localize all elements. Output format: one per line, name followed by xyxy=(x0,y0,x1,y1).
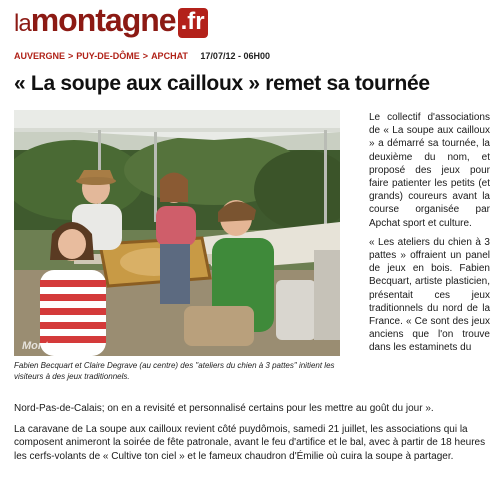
article-body-column xyxy=(369,111,490,361)
article-body-full xyxy=(14,402,492,471)
body-paragraph-2-continuation: Nord-Pas-de-Calais; on en a revisité et personnalisé certains pour les mettre au goût du jour ». xyxy=(14,403,434,414)
body-paragraph-3: La caravane de La soupe aux cailloux revient côté puydômois, samedi 21 juillet, les associations qui la composent animeront la soirée de fête patronale, avant le feu d'artifice et le bal, avec à partir de 18 heures les cerfs-volants de « Cultive ton ciel » et le fameux chaudron d'Émilie où cuira la soupe à partager. xyxy=(14,424,486,462)
publish-date: 17/07/12 - 06H00 xyxy=(200,51,270,61)
breadcrumb-item-department[interactable]: PUY-DE-DÔME xyxy=(76,51,140,61)
site-logo[interactable] xyxy=(14,2,208,38)
article-headline: « La soupe aux cailloux » remet sa tournée xyxy=(14,72,430,95)
breadcrumb xyxy=(14,51,270,61)
breadcrumb-separator: > xyxy=(142,51,149,61)
article-photo xyxy=(14,110,340,356)
photo-caption: Fabien Becquart et Claire Degrave (au centre) des "ateliers du chien à 3 pattes" initient les visiteurs à des jeux traditionnels. xyxy=(14,361,335,381)
body-paragraph-2: « Les ateliers du chien à 3 pattes » offraient un panel de jeux en bois. Fabien Becquart, artiste plasticien, présentait ces jeux traditionnels du nord de la France. « Ce sont des jeux anciens que l'on trouve dans les estaminets du xyxy=(369,236,490,354)
breadcrumb-item-town[interactable]: APCHAT xyxy=(151,51,188,61)
photo-illustration xyxy=(14,110,340,356)
logo-suffix-badge: .fr xyxy=(178,8,208,38)
breadcrumb-separator: > xyxy=(68,51,74,61)
logo-prefix: la xyxy=(14,10,31,37)
breadcrumb-item-region[interactable]: AUVERGNE xyxy=(14,51,66,61)
logo-name: montagne xyxy=(30,2,176,38)
body-paragraph-1: Le collectif d'associations de « La soupe aux cailloux » a démarré sa tournée, la deuxième du nom, et proposé des jeux pour faire patienter les petits (et grands) coureurs avant la course organisée par Apchat sport et culture. xyxy=(369,112,490,229)
photo-watermark: Montagne xyxy=(22,340,74,352)
